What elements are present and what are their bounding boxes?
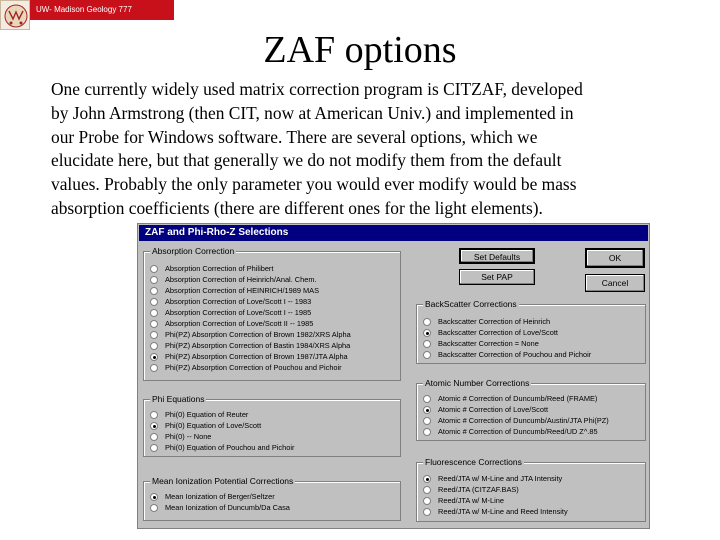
dialog-title-bar: ZAF and Phi-Rho-Z Selections	[139, 225, 648, 241]
radio-button[interactable]	[150, 364, 158, 372]
body-line: One currently widely used matrix correction program is CITZAF, developed	[51, 79, 583, 99]
course-banner: UW- Madison Geology 777	[30, 0, 174, 20]
absorption-correction-group	[143, 246, 401, 381]
body-line: values. Probably the only parameter you would ever modify would be mass	[51, 174, 577, 195]
radio-button[interactable]	[423, 475, 431, 483]
option-label: Mean Ionization of Duncumb/Da Casa	[165, 503, 290, 512]
radio-button[interactable]	[423, 508, 431, 516]
radio-button[interactable]	[150, 331, 158, 339]
group-label: Atomic Number Corrections	[425, 378, 530, 388]
radio-button[interactable]	[150, 342, 158, 350]
fluorescence-corrections-group	[416, 457, 646, 522]
option-label: Mean Ionization of Berger/Seltzer	[165, 492, 275, 501]
radio-button[interactable]	[150, 411, 158, 419]
option-label: Reed/JTA w/ M-Line and JTA Intensity	[438, 474, 563, 483]
option-label: Backscatter Correction of Pouchou and Pichoir	[438, 350, 592, 359]
radio-button[interactable]	[150, 433, 158, 441]
radio-button[interactable]	[150, 493, 158, 501]
radio-button[interactable]	[150, 287, 158, 295]
absorption-option[interactable]	[150, 352, 348, 362]
fluorescence-option[interactable]	[423, 507, 568, 517]
radio-button[interactable]	[423, 351, 431, 359]
radio-button[interactable]	[423, 486, 431, 494]
atomic-number-option[interactable]	[423, 427, 598, 437]
mean-ionization-group	[143, 476, 401, 521]
radio-button[interactable]	[150, 309, 158, 317]
backscatter-option[interactable]	[423, 339, 539, 349]
fluorescence-option[interactable]	[423, 474, 562, 484]
phi-equations-group	[143, 394, 401, 457]
mean-ionization-option[interactable]	[150, 492, 275, 502]
phi-equation-option[interactable]	[150, 432, 211, 442]
radio-button[interactable]	[423, 497, 431, 505]
phi-equation-option[interactable]	[150, 443, 294, 453]
zaf-selections-dialog	[137, 223, 650, 529]
body-line: elucidate here, but that generally we do not modify them from the default	[51, 150, 562, 171]
radio-button[interactable]	[423, 395, 431, 403]
body-line: our Probe for Windows software. There are several options, which we	[51, 126, 538, 147]
absorption-option[interactable]	[150, 308, 311, 318]
option-label: Absorption Correction of Love/Scott II -- 1985	[165, 319, 314, 328]
option-label: Backscatter Correction of Love/Scott	[438, 328, 558, 337]
absorption-option[interactable]	[150, 297, 311, 307]
backscatter-option[interactable]	[423, 328, 558, 338]
radio-button[interactable]	[150, 422, 158, 430]
option-label: Reed/JTA w/ M-Line and Reed Intensity	[438, 507, 568, 516]
option-label: Absorption Correction of Philibert	[165, 264, 274, 273]
radio-button[interactable]	[423, 329, 431, 337]
option-label: Backscatter Correction = None	[438, 339, 539, 348]
group-label: Phi Equations	[152, 394, 205, 404]
fluorescence-option[interactable]	[423, 485, 519, 495]
backscatter-corrections-group	[416, 299, 646, 364]
backscatter-option[interactable]	[423, 350, 591, 360]
group-label: Absorption Correction	[152, 246, 235, 256]
absorption-option[interactable]	[150, 319, 313, 329]
radio-button[interactable]	[423, 318, 431, 326]
fluorescence-option[interactable]	[423, 496, 504, 506]
option-label: Reed/JTA (CITZAF.BAS)	[438, 485, 519, 494]
option-label: Phi(0) Equation of Reuter	[165, 410, 249, 419]
radio-button[interactable]	[423, 428, 431, 436]
absorption-option[interactable]	[150, 275, 317, 285]
crest-icon	[1, 1, 31, 31]
option-label: Absorption Correction of HEINRICH/1989 MAS	[165, 286, 320, 295]
group-label: Mean Ionization Potential Corrections	[152, 476, 294, 486]
option-label: Phi(PZ) Absorption Correction of Bastin 1984/XRS Alpha	[165, 341, 351, 350]
radio-button[interactable]	[423, 406, 431, 414]
backscatter-option[interactable]	[423, 317, 550, 327]
group-label: BackScatter Corrections	[425, 299, 517, 309]
option-label: Phi(PZ) Absorption Correction of Brown 1982/XRS Alpha	[165, 330, 351, 339]
option-label: Phi(PZ) Absorption Correction of Brown 1987/JTA Alpha	[165, 352, 348, 361]
phi-equation-option[interactable]	[150, 421, 261, 431]
absorption-option[interactable]	[150, 363, 342, 373]
option-label: Phi(0) Equation of Love/Scott	[165, 421, 262, 430]
option-label: Phi(PZ) Absorption Correction of Pouchou and Pichoir	[165, 363, 342, 372]
body-line: absorption coefficients (there are different ones for the light elements).	[51, 197, 543, 218]
atomic-number-corrections-group	[416, 378, 646, 441]
radio-button[interactable]	[423, 340, 431, 348]
body-line: by John Armstrong (then CIT, now at American Univ.) and implemented in	[51, 102, 574, 123]
absorption-option[interactable]	[150, 286, 319, 296]
option-label: Atomic # Correction of Love/Scott	[438, 405, 549, 414]
radio-button[interactable]	[150, 298, 158, 306]
set-pap-button[interactable]: Set PAP	[459, 269, 535, 285]
slide-title: ZAF options	[263, 29, 457, 71]
absorption-option[interactable]	[150, 341, 350, 351]
radio-button[interactable]	[150, 504, 158, 512]
phi-equation-option[interactable]	[150, 410, 248, 420]
atomic-number-option[interactable]	[423, 405, 548, 415]
option-label: Absorption Correction of Love/Scott I -- 1985	[165, 308, 312, 317]
radio-button[interactable]	[423, 417, 431, 425]
option-label: Atomic # Correction of Duncumb/Austin/JTA Phi(PZ)	[438, 416, 609, 425]
option-label: Atomic # Correction of Duncumb/Reed/UD Z^.85	[438, 427, 598, 436]
option-label: Atomic # Correction of Duncumb/Reed (FRAME)	[438, 394, 598, 403]
absorption-option[interactable]	[150, 330, 351, 340]
atomic-number-option[interactable]	[423, 416, 609, 426]
mean-ionization-option[interactable]	[150, 503, 290, 513]
option-label: Phi(0) Equation of Pouchou and Pichoir	[165, 443, 295, 452]
absorption-option[interactable]	[150, 264, 273, 274]
group-label: Fluorescence Corrections	[425, 457, 522, 467]
university-logo	[0, 0, 30, 30]
option-label: Reed/JTA w/ M-Line	[438, 496, 504, 505]
radio-button[interactable]	[150, 353, 158, 361]
set-defaults-button[interactable]: Set Defaults	[459, 248, 535, 264]
ok-button[interactable]: OK	[585, 248, 645, 268]
atomic-number-option[interactable]	[423, 394, 597, 404]
option-label: Absorption Correction of Heinrich/Anal. Chem.	[165, 275, 317, 284]
cancel-button[interactable]: Cancel	[585, 274, 645, 292]
radio-button[interactable]	[150, 444, 158, 452]
radio-button[interactable]	[150, 265, 158, 273]
radio-button[interactable]	[150, 276, 158, 284]
slide-body	[51, 78, 691, 221]
option-label: Backscatter Correction of Heinrich	[438, 317, 551, 326]
option-label: Absorption Correction of Love/Scott I -- 1983	[165, 297, 312, 306]
option-label: Phi(0) -- None	[165, 432, 212, 441]
radio-button[interactable]	[150, 320, 158, 328]
